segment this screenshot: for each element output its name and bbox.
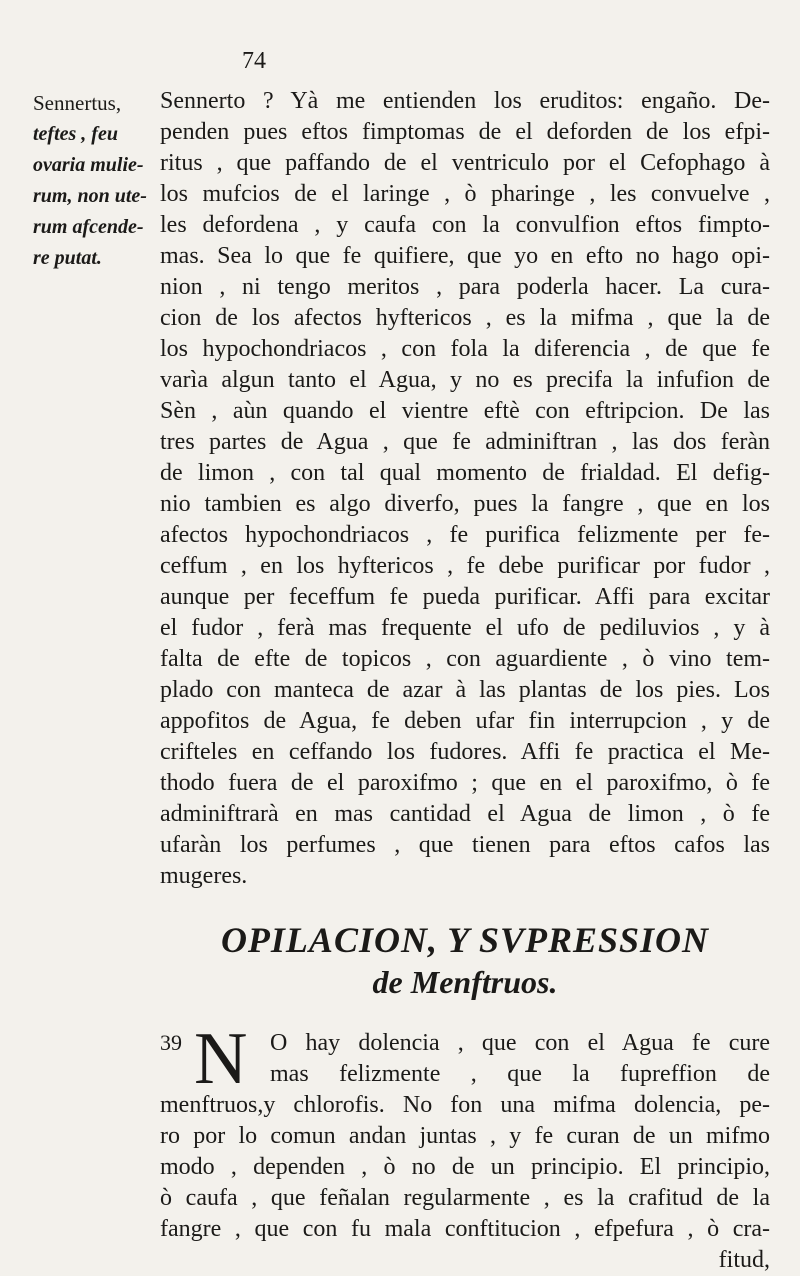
text-line: ritus , que paffando de el ventriculo por el Cefophago à bbox=[160, 150, 770, 176]
text-line: aunque per feceffum fe pueda purificar. Affi para excitar bbox=[160, 584, 770, 610]
section-number: 39 bbox=[160, 1030, 182, 1055]
text-line: thodo fuera de el paroxifmo ; que en el paroxifmo, ò fe bbox=[160, 770, 770, 796]
text-line: mugeres. bbox=[160, 863, 248, 889]
text-line: adminiftrarà en mas cantidad el Agua de limon , ò fe bbox=[160, 801, 770, 827]
text-line: penden pues eftos fimptomas de el deforden de los efpi- bbox=[160, 119, 770, 145]
text-line: tres partes de Agua , que fe adminiftran , las dos feràn bbox=[160, 429, 770, 455]
margin-note-line: rum afcende- bbox=[33, 216, 144, 238]
main-text-column bbox=[160, 86, 770, 1276]
text-line: ro por lo comun andan juntas , y fe curan de un mifmo bbox=[160, 1123, 770, 1149]
text-line: O hay dolencia , que con el Agua fe cure bbox=[270, 1030, 770, 1056]
numbered-section bbox=[160, 1018, 770, 1276]
page-number: 74 bbox=[242, 48, 266, 74]
text-line: mas. Sea lo que fe quifiere, que yo en efto no hago opi- bbox=[160, 243, 770, 269]
text-line: plado con manteca de azar à las plantas de los pies. Los bbox=[160, 677, 770, 703]
drop-cap: N bbox=[194, 1018, 248, 1100]
margin-note-line: re putat. bbox=[33, 247, 102, 269]
text-line: Sennerto ? Yà me entienden los eruditos: engaño. De- bbox=[160, 88, 770, 114]
catchword: fitud, bbox=[718, 1247, 770, 1273]
margin-note bbox=[33, 88, 153, 274]
text-line: ufaràn los perfumes , que tienen para eftos cafos las bbox=[160, 832, 770, 858]
text-line: appofitos de Agua, fe deben ufar fin interrupcion , y de bbox=[160, 708, 770, 734]
text-line: menftruos,y chlorofis. No fon una mifma dolencia, pe- bbox=[160, 1092, 770, 1118]
body-paragraph bbox=[160, 86, 770, 892]
text-line: nio tambien es algo diverfo, pues la fangre , que en los bbox=[160, 491, 770, 517]
text-line: modo , dependen , ò no de un principio. El principio, bbox=[160, 1154, 770, 1180]
margin-note-author: Sennertus, bbox=[33, 91, 122, 115]
text-line: de limon , con tal qual momento de frialdad. El defig- bbox=[160, 460, 770, 486]
margin-note-line: ovaria mulie- bbox=[33, 154, 144, 176]
text-line: mas felizmente , que la fupreffion de bbox=[270, 1061, 770, 1087]
text-line: varìa algun tanto el Agua, y no es precifa la infufion de bbox=[160, 367, 770, 393]
text-line: los mufcios de el laringe , ò pharinge , les convuelve , bbox=[160, 181, 770, 207]
section-paragraph bbox=[160, 1018, 770, 1276]
text-line: falta de efte de topicos , con aguardiente , ò vino tem- bbox=[160, 646, 770, 672]
section-subheading: de Menftruos. bbox=[372, 964, 558, 1000]
text-line: Sèn , aùn quando el vientre eftè con eftripcion. De las bbox=[160, 398, 770, 424]
margin-note-line: teftes , feu bbox=[33, 123, 118, 145]
text-line: los hypochondriacos , con fola la diferencia , de que fe bbox=[160, 336, 770, 362]
text-line: ceffum , en los hyftericos , fe debe purificar por fudor , bbox=[160, 553, 770, 579]
margin-note-line: rum, non ute- bbox=[33, 185, 147, 207]
text-line: les defordena , y caufa con la convulfion eftos fimpto- bbox=[160, 212, 770, 238]
text-line: crifteles en ceffando los fudores. Affi fe practica el Me- bbox=[160, 739, 770, 765]
text-line: ò caufa , que feñalan regularmente , es la crafitud de la bbox=[160, 1185, 770, 1211]
text-line: nion , ni tengo meritos , para poderla hacer. La cura- bbox=[160, 274, 770, 300]
text-line: fangre , que con fu mala conftitucion , efpefura , ò cra- bbox=[160, 1216, 770, 1242]
text-line: afectos hypochondriacos , fe purifica felizmente per fe- bbox=[160, 522, 770, 548]
section-heading: OPILACION, Y SVPRESSION bbox=[220, 920, 710, 960]
text-line: el fudor , ferà mas frequente el ufo de pediluvios , y à bbox=[160, 615, 770, 641]
text-line: cion de los afectos hyftericos , es la mifma , que la de bbox=[160, 305, 770, 331]
